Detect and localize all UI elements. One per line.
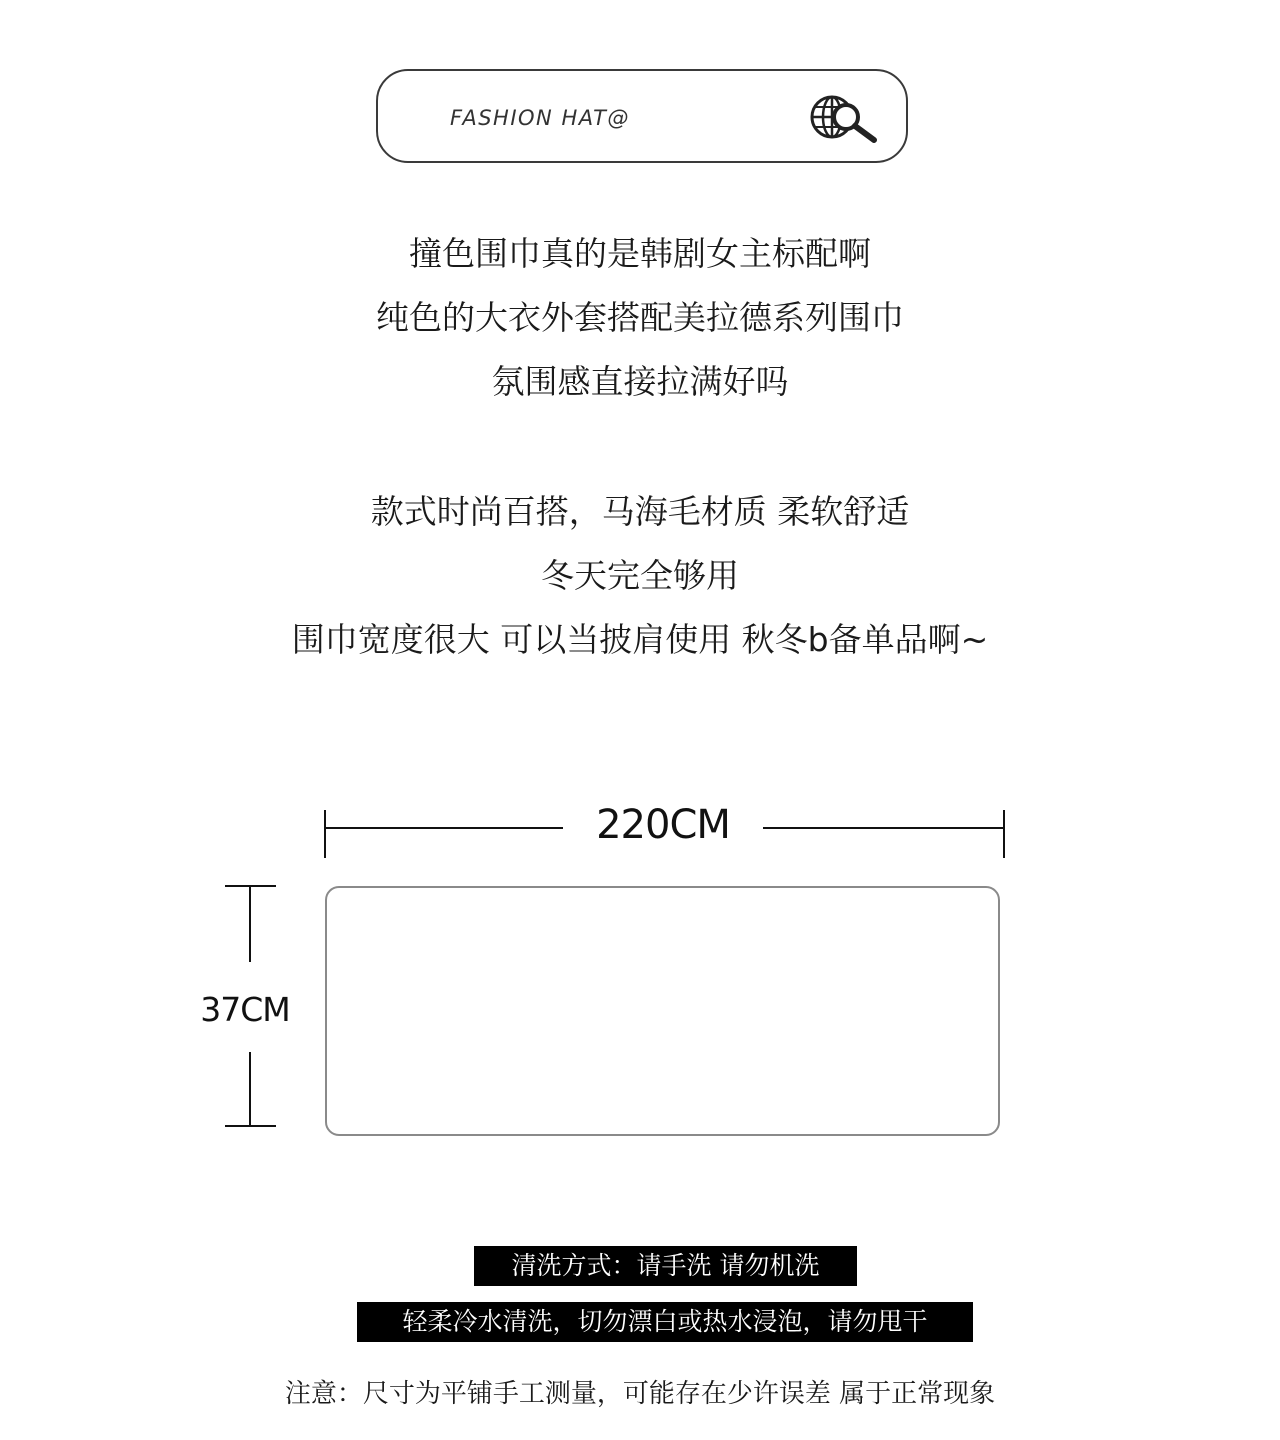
scarf-outline	[325, 886, 1000, 1136]
width-label: 220CM	[563, 800, 763, 850]
search-text: FASHION HAT@	[450, 106, 630, 130]
feature-line: 款式时尚百搭，马海毛材质 柔软舒适	[370, 492, 910, 531]
care-instructions-badge: 轻柔冷水清洗，切勿漂白或热水浸泡，请勿甩干	[357, 1302, 973, 1342]
height-label: 37CM	[200, 990, 290, 1029]
intro-line: 纯色的大衣外套搭配美拉德系列围巾	[376, 298, 904, 337]
measurement-note: 注意：尺寸为平铺手工测量，可能存在少许误差 属于正常现象	[284, 1379, 996, 1409]
care-method-badge: 清洗方式：请手洗 请勿机洗	[474, 1246, 857, 1286]
feature-line: 冬天完全够用	[541, 556, 739, 595]
feature-line: 围巾宽度很大 可以当披肩使用 秋冬b备单品啊~	[291, 620, 989, 659]
intro-line: 氛围感直接拉满好吗	[491, 362, 789, 401]
intro-line: 撞色围巾真的是韩剧女主标配啊	[409, 234, 871, 273]
